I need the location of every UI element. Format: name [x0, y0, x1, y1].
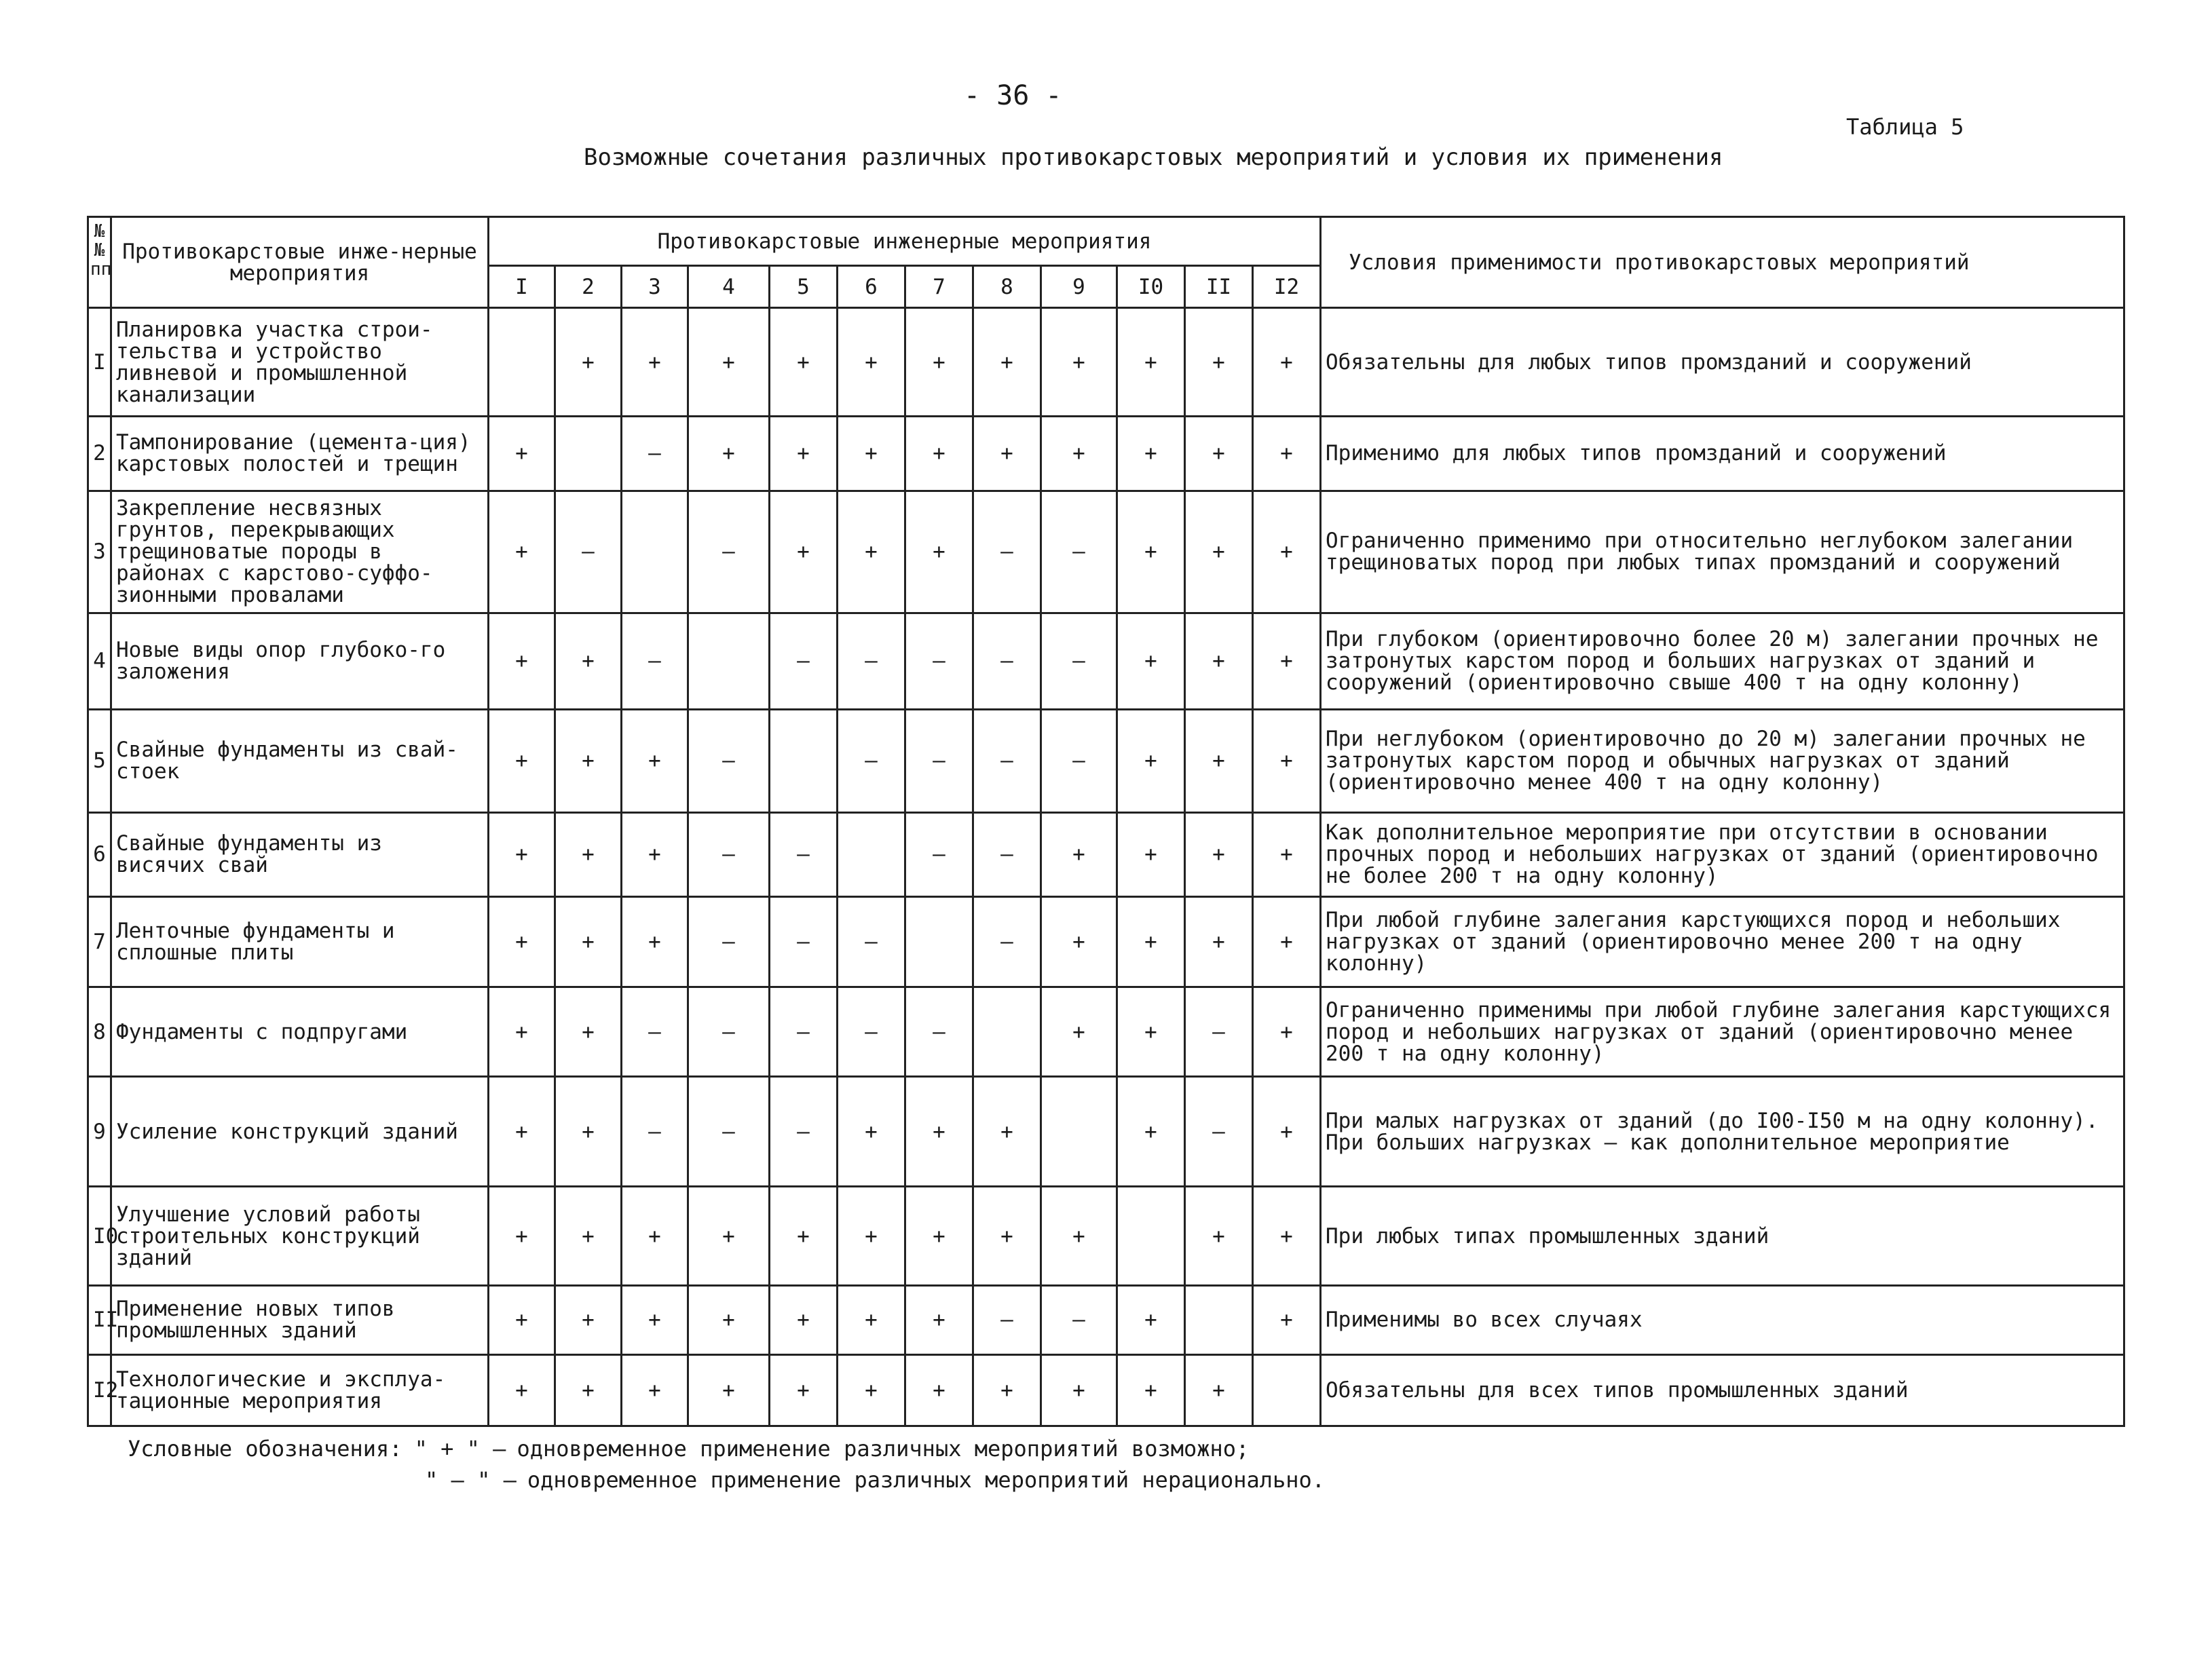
mark-cell: + — [1253, 812, 1321, 896]
measure-name: Улучшение условий работы строительных конструкций зданий — [111, 1187, 489, 1286]
mark-cell: – — [973, 812, 1041, 896]
mark-cell: + — [1185, 1354, 1253, 1426]
mark-cell: + — [905, 1286, 973, 1354]
mark-cell: + — [688, 417, 770, 491]
mark-cell: + — [1117, 1354, 1185, 1426]
mark-cell: + — [622, 1354, 688, 1426]
mark-cell — [1041, 1077, 1117, 1187]
mark-cell: + — [1117, 613, 1185, 709]
mark-cell: + — [489, 709, 555, 812]
mark-cell: + — [838, 417, 905, 491]
mark-cell: + — [770, 1187, 838, 1286]
mark-cell: – — [838, 613, 905, 709]
mark-cell: – — [622, 1077, 688, 1187]
measure-name: Планировка участка строи-тельства и устройство ливневой и промышленной канализации — [111, 308, 489, 417]
mark-cell: + — [770, 417, 838, 491]
table-row — [88, 417, 2124, 491]
header-col-12: I2 — [1253, 266, 1321, 308]
row-number: 5 — [88, 709, 111, 812]
mark-cell: + — [489, 1187, 555, 1286]
page-number: - 36 - — [964, 80, 1062, 111]
mark-cell: – — [905, 709, 973, 812]
header-col-1: I — [489, 266, 555, 308]
mark-cell: – — [838, 709, 905, 812]
mark-cell: + — [1117, 491, 1185, 613]
mark-cell: + — [1117, 812, 1185, 896]
row-number: I2 — [88, 1354, 111, 1426]
mark-cell: + — [622, 896, 688, 987]
mark-cell — [622, 491, 688, 613]
mark-cell: + — [973, 1187, 1041, 1286]
mark-cell: + — [1041, 1187, 1117, 1286]
measure-name: Тампонирование (цемента-ция) карстовых полостей и трещин — [111, 417, 489, 491]
mark-cell: + — [555, 613, 622, 709]
condition-text: При любых типах промышленных зданий — [1321, 1187, 2124, 1286]
mark-cell: – — [838, 896, 905, 987]
mark-cell: + — [973, 308, 1041, 417]
mark-cell — [905, 896, 973, 987]
legend-plus-symbol: " + " – — [414, 1436, 506, 1462]
table-row — [88, 709, 2124, 812]
table-row — [88, 1187, 2124, 1286]
mark-cell: – — [973, 613, 1041, 709]
mark-cell: + — [1041, 812, 1117, 896]
mark-cell: – — [688, 491, 770, 613]
measure-name: Новые виды опор глубоко-го заложения — [111, 613, 489, 709]
mark-cell: – — [838, 987, 905, 1077]
row-number: II — [88, 1286, 111, 1354]
mark-cell: – — [1041, 709, 1117, 812]
mark-cell: + — [838, 491, 905, 613]
mark-cell: + — [1253, 417, 1321, 491]
mark-cell: + — [905, 1354, 973, 1426]
legend-plus-text: одновременное применение различных мероприятий возможно; — [517, 1436, 1250, 1462]
mark-cell: – — [688, 896, 770, 987]
row-number: 6 — [88, 812, 111, 896]
mark-cell — [973, 987, 1041, 1077]
mark-cell: – — [973, 896, 1041, 987]
mark-cell: – — [770, 1077, 838, 1187]
table-row — [88, 308, 2124, 417]
measure-name: Фундаменты с подпругами — [111, 987, 489, 1077]
mark-cell: – — [555, 491, 622, 613]
mark-cell: + — [1041, 308, 1117, 417]
condition-text: При любой глубине залегания карстующихся пород и небольших нагрузках от зданий (ориентировочно менее 200 т на одну колонну) — [1321, 896, 2124, 987]
mark-cell: + — [1253, 987, 1321, 1077]
header-col-3: 3 — [622, 266, 688, 308]
mark-cell: + — [1117, 987, 1185, 1077]
table-title: Возможные сочетания различных противокарстовых мероприятий и условия их применения — [584, 144, 1723, 171]
mark-cell: + — [1253, 613, 1321, 709]
mark-cell: + — [1185, 417, 1253, 491]
legend — [128, 1433, 1325, 1496]
mark-cell: + — [838, 308, 905, 417]
legend-minus-text: одновременное применение различных мероприятий нерационально. — [527, 1467, 1326, 1493]
mark-cell: + — [489, 417, 555, 491]
mark-cell: + — [770, 1286, 838, 1354]
mark-cell — [1185, 1286, 1253, 1354]
mark-cell: + — [1041, 1354, 1117, 1426]
mark-cell: + — [1185, 709, 1253, 812]
header-name: Противокарстовые инже-нерные мероприятия — [111, 217, 489, 308]
table-label: Таблица 5 — [1846, 114, 1964, 140]
mark-cell: + — [1041, 896, 1117, 987]
mark-cell: + — [688, 1354, 770, 1426]
mark-cell — [838, 812, 905, 896]
mark-cell — [1117, 1187, 1185, 1286]
mark-cell: + — [555, 1187, 622, 1286]
mark-cell: + — [688, 308, 770, 417]
mark-cell: – — [973, 1286, 1041, 1354]
mark-cell: – — [688, 987, 770, 1077]
table-row — [88, 987, 2124, 1077]
mark-cell: + — [622, 812, 688, 896]
mark-cell: + — [489, 613, 555, 709]
mark-cell — [555, 417, 622, 491]
measure-name: Свайные фундаменты из свай-стоек — [111, 709, 489, 812]
legend-title: Условные обозначения: — [128, 1436, 402, 1462]
header-col-11: II — [1185, 266, 1253, 308]
header-col-7: 7 — [905, 266, 973, 308]
mark-cell: + — [489, 1077, 555, 1187]
mark-cell: + — [489, 491, 555, 613]
mark-cell: + — [489, 896, 555, 987]
header-row-top — [88, 217, 2124, 266]
mark-cell: + — [1185, 812, 1253, 896]
mark-cell: – — [973, 709, 1041, 812]
mark-cell: – — [622, 613, 688, 709]
mark-cell: + — [1253, 896, 1321, 987]
table-row — [88, 1354, 2124, 1426]
mark-cell: + — [1117, 308, 1185, 417]
measure-name: Применение новых типов промышленных зданий — [111, 1286, 489, 1354]
condition-text: При малых нагрузках от зданий (до I00-I50 м на одну колонну). При больших нагрузках – как дополнительное мероприятие — [1321, 1077, 2124, 1187]
mark-cell: – — [622, 987, 688, 1077]
mark-cell: + — [973, 1077, 1041, 1187]
mark-cell — [770, 709, 838, 812]
mark-cell: – — [1041, 491, 1117, 613]
mark-cell: + — [770, 1354, 838, 1426]
legend-plus-row — [128, 1433, 1325, 1464]
mark-cell: + — [622, 308, 688, 417]
table-row — [88, 812, 2124, 896]
mark-cell: + — [555, 896, 622, 987]
mark-cell — [688, 613, 770, 709]
mark-cell: – — [770, 812, 838, 896]
legend-minus-symbol: " – " – — [425, 1467, 517, 1493]
mark-cell: + — [838, 1187, 905, 1286]
row-number: 9 — [88, 1077, 111, 1187]
header-col-2: 2 — [555, 266, 622, 308]
mark-cell: – — [770, 987, 838, 1077]
mark-cell: + — [1117, 896, 1185, 987]
mark-cell: + — [555, 1286, 622, 1354]
measure-name: Закрепление несвязных грунтов, перекрывающих трещиноватые породы в районах с карстово-суффо-зионными провалами — [111, 491, 489, 613]
mark-cell: + — [1253, 1286, 1321, 1354]
mark-cell: + — [555, 987, 622, 1077]
mark-cell: – — [1041, 613, 1117, 709]
condition-text: При глубоком (ориентировочно более 20 м) залегании прочных не затронутых карстом пород и больших нагрузках от зданий и сооружений (ориентировочно свыше 400 т на одну колонну) — [1321, 613, 2124, 709]
mark-cell: – — [770, 896, 838, 987]
mark-cell: + — [1185, 896, 1253, 987]
mark-cell: + — [905, 308, 973, 417]
mark-cell: + — [973, 417, 1041, 491]
mark-cell: + — [1185, 1187, 1253, 1286]
measure-name: Технологические и эксплуа-тационные мероприятия — [111, 1354, 489, 1426]
mark-cell: + — [1117, 1077, 1185, 1187]
condition-text: Обязательны для любых типов промзданий и сооружений — [1321, 308, 2124, 417]
header-conditions: Условия применимости противокарстовых мероприятий — [1321, 217, 2124, 308]
table-row — [88, 1077, 2124, 1187]
mark-cell: + — [1253, 1077, 1321, 1187]
mark-cell: + — [1253, 491, 1321, 613]
mark-cell: + — [1185, 613, 1253, 709]
header-col-8: 8 — [973, 266, 1041, 308]
header-col-4: 4 — [688, 266, 770, 308]
mark-cell: – — [905, 613, 973, 709]
mark-cell: + — [688, 1286, 770, 1354]
mark-cell: – — [1041, 1286, 1117, 1354]
mark-cell: + — [905, 491, 973, 613]
row-number: 3 — [88, 491, 111, 613]
header-measures-group: Противокарстовые инженерные мероприятия — [489, 217, 1321, 266]
mark-cell: – — [1185, 987, 1253, 1077]
header-num: №№ пп — [88, 217, 111, 308]
mark-cell: + — [1117, 417, 1185, 491]
mark-cell: – — [622, 417, 688, 491]
mark-cell: + — [838, 1354, 905, 1426]
table-row — [88, 613, 2124, 709]
legend-minus-row — [128, 1464, 1325, 1496]
mark-cell: – — [905, 812, 973, 896]
mark-cell: + — [1185, 308, 1253, 417]
mark-cell: + — [622, 1187, 688, 1286]
mark-cell: + — [838, 1286, 905, 1354]
mark-cell: + — [770, 308, 838, 417]
mark-cell: + — [489, 1354, 555, 1426]
row-number: 8 — [88, 987, 111, 1077]
measure-name: Ленточные фундаменты и сплошные плиты — [111, 896, 489, 987]
mark-cell: – — [688, 812, 770, 896]
mark-cell: + — [1041, 417, 1117, 491]
mark-cell: + — [1185, 491, 1253, 613]
mark-cell — [489, 308, 555, 417]
mark-cell: + — [489, 987, 555, 1077]
mark-cell: + — [1253, 1187, 1321, 1286]
mark-cell: – — [973, 491, 1041, 613]
mark-cell: – — [770, 613, 838, 709]
mark-cell: + — [555, 308, 622, 417]
mark-cell: + — [489, 812, 555, 896]
mark-cell: + — [1041, 987, 1117, 1077]
legend-indent — [128, 1464, 426, 1496]
condition-text: Применимо для любых типов промзданий и сооружений — [1321, 417, 2124, 491]
mark-cell: – — [688, 1077, 770, 1187]
condition-text: Ограниченно применимы при любой глубине залегания карстующихся пород и небольших нагрузках от зданий (ориентировочно менее 200 т на одну колонну) — [1321, 987, 2124, 1077]
mark-cell: + — [838, 1077, 905, 1187]
mark-cell: + — [555, 1077, 622, 1187]
table-row — [88, 491, 2124, 613]
row-number: 4 — [88, 613, 111, 709]
mark-cell: + — [1253, 308, 1321, 417]
row-number: 2 — [88, 417, 111, 491]
mark-cell: + — [555, 709, 622, 812]
condition-text: При неглубоком (ориентировочно до 20 м) залегании прочных не затронутых карстом пород и обычных нагрузках от зданий (ориентировочно менее 400 т на одну колонну) — [1321, 709, 2124, 812]
measure-name: Усиление конструкций зданий — [111, 1077, 489, 1187]
condition-text: Применимы во всех случаях — [1321, 1286, 2124, 1354]
mark-cell: – — [1185, 1077, 1253, 1187]
condition-text: Обязательны для всех типов промышленных зданий — [1321, 1354, 2124, 1426]
mark-cell: + — [688, 1187, 770, 1286]
mark-cell: + — [555, 812, 622, 896]
mark-cell: + — [1253, 709, 1321, 812]
table-row — [88, 896, 2124, 987]
header-col-5: 5 — [770, 266, 838, 308]
measure-name: Свайные фундаменты из висячих свай — [111, 812, 489, 896]
mark-cell: + — [555, 1354, 622, 1426]
mark-cell: + — [905, 1187, 973, 1286]
header-col-10: I0 — [1117, 266, 1185, 308]
mark-cell: + — [770, 491, 838, 613]
mark-cell: + — [1117, 1286, 1185, 1354]
measures-table — [87, 216, 2125, 1427]
mark-cell: + — [905, 1077, 973, 1187]
mark-cell: + — [622, 1286, 688, 1354]
table-row — [88, 1286, 2124, 1354]
row-number: I — [88, 308, 111, 417]
mark-cell: – — [688, 709, 770, 812]
header-col-6: 6 — [838, 266, 905, 308]
mark-cell: + — [489, 1286, 555, 1354]
row-number: I0 — [88, 1187, 111, 1286]
condition-text: Как дополнительное мероприятие при отсутствии в основании прочных пород и небольших нагрузках от зданий (ориентировочно не более 200 т на одну колонну) — [1321, 812, 2124, 896]
mark-cell: – — [905, 987, 973, 1077]
mark-cell: + — [622, 709, 688, 812]
mark-cell: + — [905, 417, 973, 491]
header-col-9: 9 — [1041, 266, 1117, 308]
condition-text: Ограниченно применимо при относительно неглубоком залегании трещиноватых пород при любых типах промзданий и сооружений — [1321, 491, 2124, 613]
mark-cell: + — [1117, 709, 1185, 812]
mark-cell: + — [973, 1354, 1041, 1426]
row-number: 7 — [88, 896, 111, 987]
mark-cell — [1253, 1354, 1321, 1426]
